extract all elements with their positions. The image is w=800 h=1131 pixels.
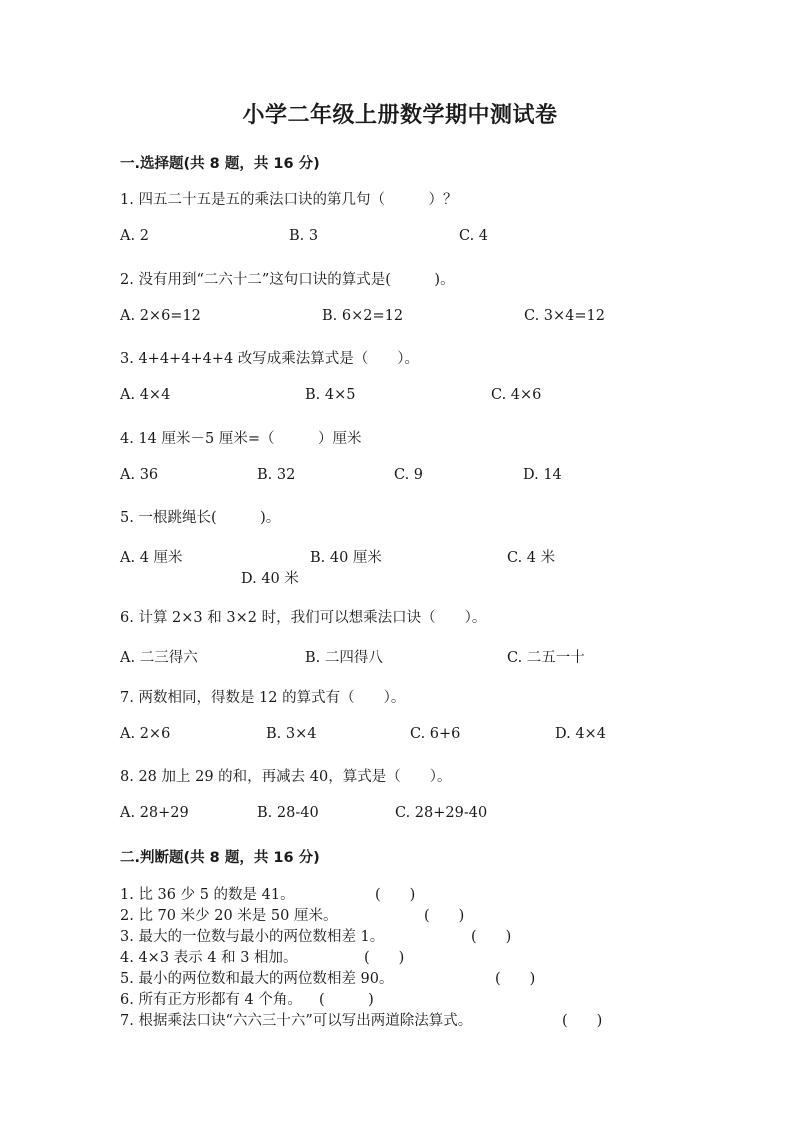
tf-answer-blank[interactable]: ( ) — [424, 908, 465, 924]
tf-item-text: 5. 最小的两位数和最大的两位数相差 90。 — [120, 971, 394, 987]
option-a[interactable]: A. 4 厘米 — [120, 550, 183, 566]
option-b[interactable]: B. 28-40 — [257, 805, 319, 821]
option-a[interactable]: A. 36 — [120, 467, 159, 483]
option-c[interactable]: C. 4×6 — [491, 387, 542, 403]
tf-item-text: 3. 最大的一位数与最小的两位数相差 1。 — [120, 929, 385, 945]
tf-item-text: 4. 4×3 表示 4 和 3 相加。 — [120, 950, 298, 966]
tf-item-text: 6. 所有正方形都有 4 个角。 — [120, 992, 302, 1008]
question-text: 1. 四五二十五是五的乘法口诀的第几句（ ）？ — [120, 192, 458, 208]
question-text: 4. 14 厘米－5 厘米=（ ）厘米 — [120, 431, 362, 447]
tf-answer-blank[interactable]: ( ) — [364, 950, 405, 966]
section-heading-true-false: 二.判断题(共 8 题，共 16 分) — [120, 850, 320, 866]
option-d[interactable]: D. 14 — [523, 467, 562, 483]
question-text: 3. 4+4+4+4+4 改写成乘法算式是（ ）。 — [120, 351, 420, 367]
option-a[interactable]: A. 2 — [120, 228, 149, 244]
option-b[interactable]: B. 二四得八 — [305, 650, 383, 666]
option-a[interactable]: A. 28+29 — [120, 805, 189, 821]
question-text: 6. 计算 2×3 和 3×2 时，我们可以想乘法口诀（ ）。 — [120, 610, 487, 626]
tf-item-text: 2. 比 70 米少 20 米是 50 厘米。 — [120, 908, 338, 924]
question-text: 8. 28 加上 29 的和，再减去 40，算式是（ ）。 — [120, 769, 452, 785]
section-heading-choice: 一.选择题(共 8 题，共 16 分) — [120, 156, 320, 172]
option-a[interactable]: A. 二三得六 — [120, 650, 198, 666]
option-b[interactable]: B. 32 — [257, 467, 296, 483]
option-c[interactable]: C. 4 — [459, 228, 489, 244]
option-c[interactable]: C. 9 — [394, 467, 424, 483]
tf-item-text: 1. 比 36 少 5 的数是 41。 — [120, 887, 295, 903]
option-c[interactable]: C. 4 米 — [507, 550, 556, 566]
question-text: 2. 没有用到“二六十二”这句口诀的算式是( )。 — [120, 272, 455, 288]
option-c[interactable]: C. 6+6 — [410, 726, 461, 742]
option-a[interactable]: A. 4×4 — [120, 387, 171, 403]
option-b[interactable]: B. 6×2=12 — [322, 308, 404, 324]
option-d[interactable]: D. 40 米 — [241, 571, 299, 587]
option-a[interactable]: A. 2×6=12 — [120, 308, 201, 324]
option-d[interactable]: D. 4×4 — [555, 726, 606, 742]
tf-item-text: 7. 根据乘法口诀“六六三十六”可以写出两道除法算式。 — [120, 1013, 473, 1029]
tf-answer-blank[interactable]: ( ) — [562, 1013, 603, 1029]
question-text: 7. 两数相同，得数是 12 的算式有（ ）。 — [120, 690, 406, 706]
option-b[interactable]: B. 3 — [289, 228, 319, 244]
tf-answer-blank[interactable]: ( ) — [319, 992, 374, 1008]
option-c[interactable]: C. 二五一十 — [507, 650, 585, 666]
page-title: 小学二年级上册数学期中测试卷 — [242, 103, 558, 128]
tf-answer-blank[interactable]: ( ) — [495, 971, 536, 987]
tf-answer-blank[interactable]: ( ) — [471, 929, 512, 945]
option-b[interactable]: B. 3×4 — [266, 726, 317, 742]
option-c[interactable]: C. 3×4=12 — [524, 308, 605, 324]
option-b[interactable]: B. 40 厘米 — [310, 550, 382, 566]
option-b[interactable]: B. 4×5 — [305, 387, 356, 403]
tf-answer-blank[interactable]: ( ) — [375, 887, 416, 903]
option-c[interactable]: C. 28+29-40 — [395, 805, 488, 821]
option-a[interactable]: A. 2×6 — [120, 726, 171, 742]
question-text: 5. 一根跳绳长( )。 — [120, 510, 281, 526]
